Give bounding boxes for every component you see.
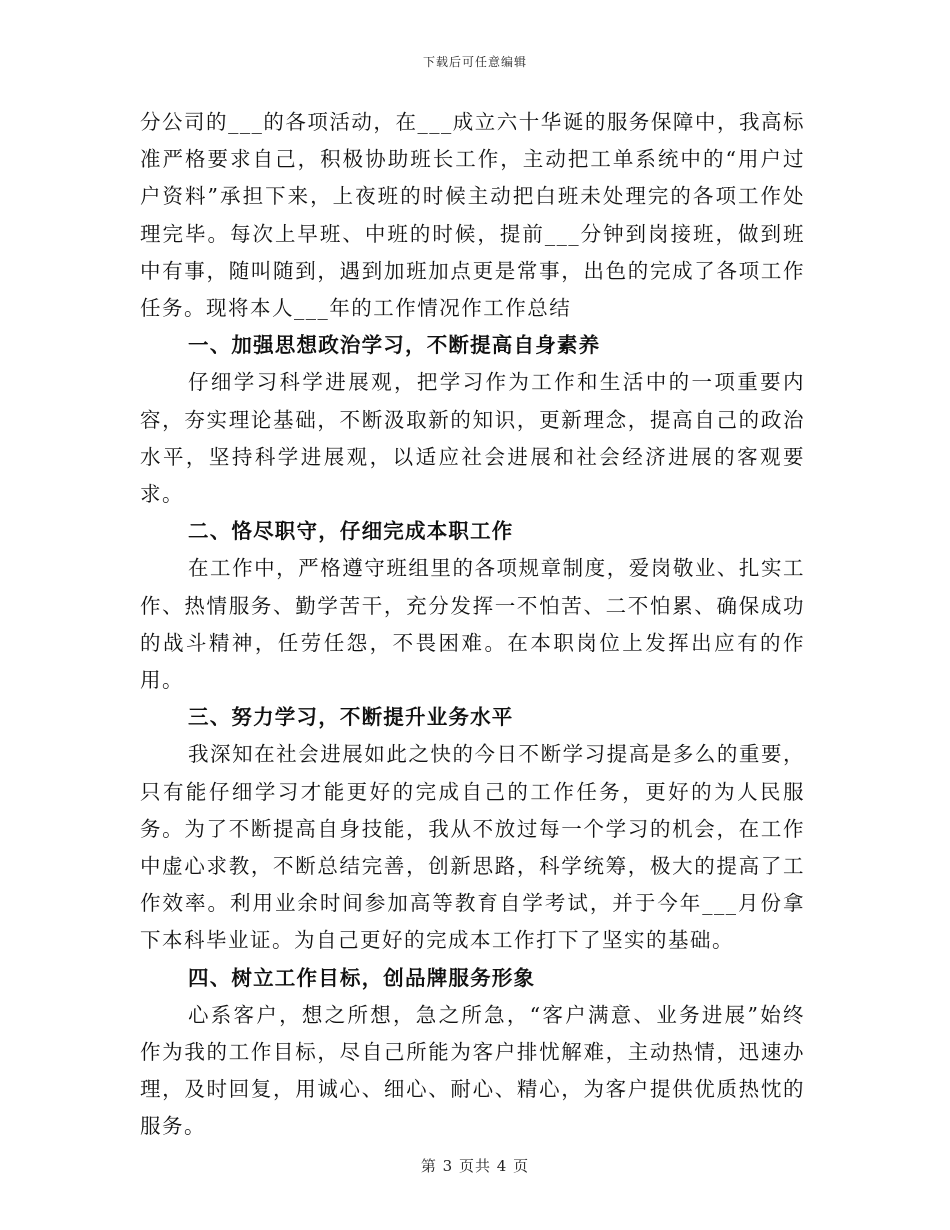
section-paragraph-2: 在工作中，严格遵守班组里的各项规章制度，爱岗敬业、扎实工作、热情服务、勤学苦干，充分发挥一不怕苦、二不怕累、确保成功的战斗精神，任劳任怨，不畏困难。在本职岗位上发挥出应有的作用。 bbox=[140, 556, 805, 693]
section-paragraph-3: 我深知在社会进展如此之快的今日不断学习提高是多么的重要，只有能仔细学习才能更好的完成自己的工作任务，更好的为人民服务。为了不断提高自身技能，我从不放过每一个学习的机会，在工作中虚心求教，不断总结完善，创新思路，科学统筹，极大的提高了工作效率。利用业余时间参加高等教育自学考试，并于今年___月份拿下本科毕业证。为自己更好的完成本工作打下了坚实的基础。 bbox=[140, 742, 805, 953]
section-heading-2: 二、恪尽职守，仔细完成本职工作 bbox=[188, 519, 514, 544]
section-heading-1: 一、加强思想政治学习，不断提高自身素养 bbox=[188, 333, 601, 358]
intro-paragraph: 分公司的___的各项活动，在___成立六十华诞的服务保障中，我高标准严格要求自己，积极协助班长工作，主动把工单系统中的“用户过户资料”承担下来，上夜班的时候主动把白班未处理完的各项工作处理完毕。每次上早班、中班的时候，提前___分钟到岗接班，做到班中有事，随叫随到，遇到加班加点更是常事，出色的完成了各项工作任务。现将本人___年的工作情况作工作总结 bbox=[140, 110, 805, 321]
section-heading-3: 三、努力学习，不断提升业务水平 bbox=[188, 705, 514, 730]
document-body bbox=[140, 104, 805, 1146]
section-paragraph-4: 心系客户，想之所想，急之所急，“客户满意、业务进展”始终作为我的工作目标，尽自己所能为客户排忧解难，主动热情，迅速办理，及时回复，用诚心、细心、耐心、精心，为客户提供优质热忱的服务。 bbox=[140, 1002, 805, 1139]
section-paragraph-1: 仔细学习科学进展观，把学习作为工作和生活中的一项重要内容，夯实理论基础，不断汲取新的知识，更新理念，提高自己的政治水平，坚持科学进展观，以适应社会进展和社会经济进展的客观要求。 bbox=[140, 370, 805, 507]
section-heading-4: 四、树立工作目标，创品牌服务形象 bbox=[188, 965, 536, 990]
page-number: 第 3 页共 4 页 bbox=[420, 1157, 530, 1175]
page-header: 下载后可任意编辑 bbox=[422, 55, 527, 69]
